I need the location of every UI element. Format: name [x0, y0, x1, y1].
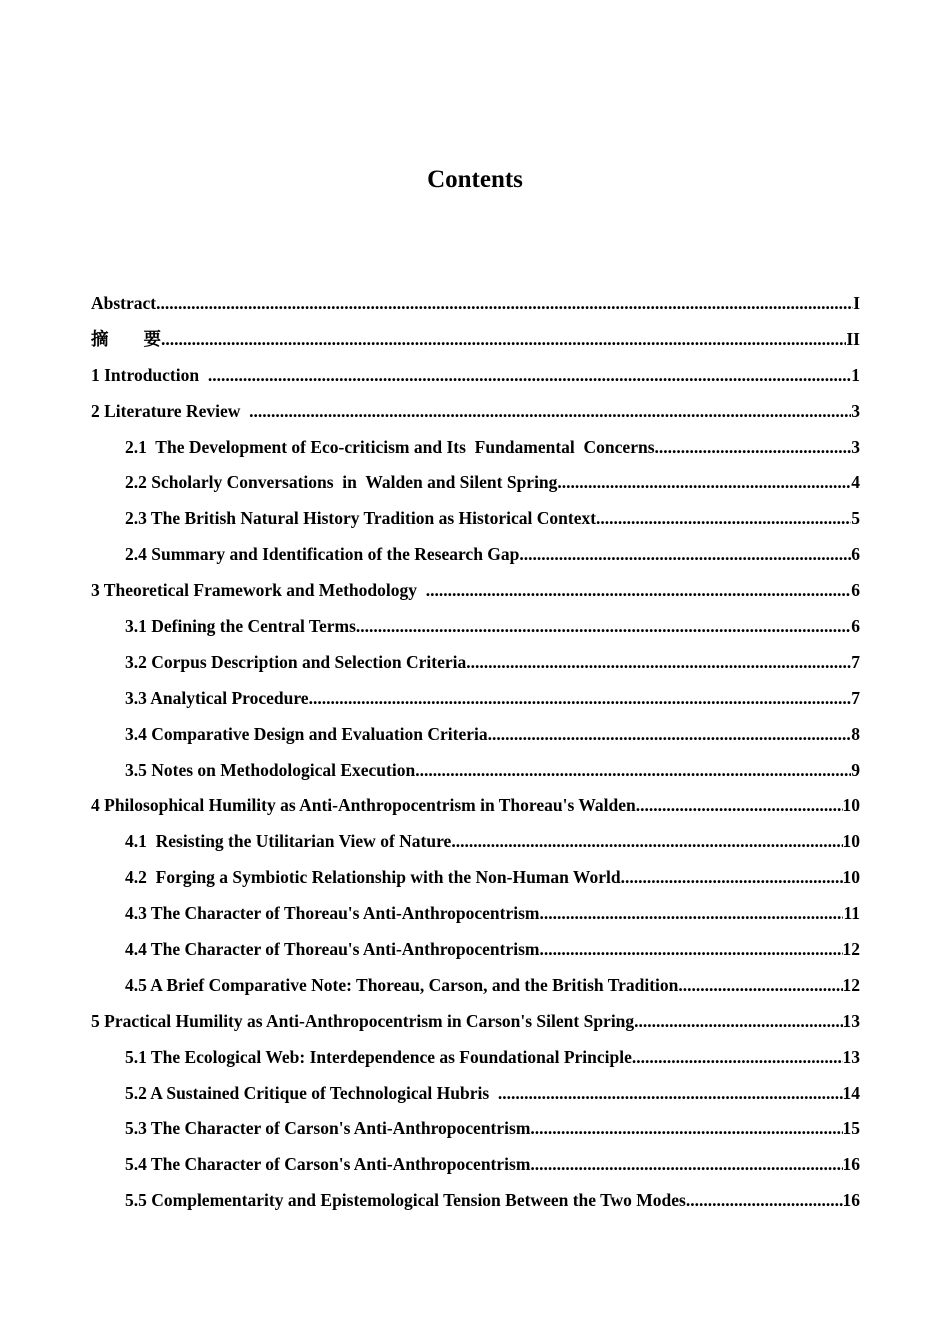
toc-entry-label: 4.1 Resisting the Utilitarian View of Nature — [125, 831, 452, 852]
toc-entry-label: 5.5 Complementarity and Epistemological Tension Between the Two Modes — [125, 1190, 686, 1211]
toc-entry-page-number: 10 — [842, 867, 860, 888]
toc-entry[interactable] — [91, 791, 860, 827]
toc-entry-label: 4.3 The Character of Thoreau's Anti-Anthropocentrism — [125, 903, 540, 924]
toc-entry-label: 2.2 Scholarly Conversations in Walden and Silent Spring — [125, 472, 558, 493]
toc-dot-leader — [530, 1150, 842, 1178]
toc-entry-page-number: 12 — [842, 939, 860, 960]
toc-dot-leader — [451, 827, 842, 855]
toc-entry-label: 3.2 Corpus Description and Selection Criteria — [125, 651, 467, 672]
toc-entry-label: 1 Introduction — [91, 364, 208, 385]
toc-entry[interactable] — [91, 935, 860, 971]
toc-dot-leader — [636, 791, 843, 819]
toc-dot-leader — [466, 648, 851, 676]
toc-entry[interactable] — [91, 468, 860, 504]
toc-entry-page-number: 10 — [842, 831, 860, 852]
toc-entry-page-number: 7 — [851, 651, 860, 672]
toc-entry-label: 4 Philosophical Humility as Anti-Anthropocentrism in Thoreau's Walden — [91, 795, 636, 816]
toc-entry[interactable] — [91, 1114, 860, 1150]
toc-entry-label: 3.5 Notes on Methodological Execution — [125, 759, 416, 780]
page-title: Contents — [427, 166, 523, 193]
toc-entry-page-number: 5 — [851, 508, 860, 529]
toc-dot-leader — [519, 540, 851, 568]
toc-entry-label: 3 Theoretical Framework and Methodology — [91, 580, 426, 601]
toc-entry[interactable] — [91, 289, 860, 325]
toc-entry[interactable] — [91, 1186, 860, 1222]
toc-dot-leader — [634, 1007, 842, 1035]
toc-entry-page-number: 16 — [842, 1154, 860, 1175]
toc-entry-label: 4.4 The Character of Thoreau's Anti-Anthropocentrism — [125, 939, 540, 960]
toc-entry-page-number: 13 — [842, 1010, 860, 1031]
toc-entry[interactable] — [91, 720, 860, 756]
toc-entry[interactable] — [91, 361, 860, 397]
toc-entry-label: 2.1 The Development of Eco-criticism and Its Fundamental Concerns — [125, 436, 655, 457]
toc-dot-leader — [540, 899, 844, 927]
toc-entry-label: 3.1 Defining the Central Terms — [125, 616, 356, 637]
toc-entry[interactable] — [91, 433, 860, 469]
toc-entry-page-number: 12 — [842, 974, 860, 995]
toc-entry-label: 5 Practical Humility as Anti-Anthropocentrism in Carson's Silent Spring — [91, 1010, 635, 1031]
toc-dot-leader — [686, 1186, 843, 1214]
toc-entry-page-number: 6 — [851, 580, 860, 601]
toc-dot-leader — [208, 361, 851, 389]
toc-entry-label: 3.3 Analytical Procedure — [125, 687, 309, 708]
toc-dot-leader — [156, 289, 853, 317]
toc-entry-label: 4.5 A Brief Comparative Note: Thoreau, Carson, and the British Tradition — [125, 974, 679, 995]
toc-dot-leader — [632, 1043, 843, 1071]
toc-entry[interactable] — [91, 576, 860, 612]
toc-entry[interactable] — [91, 827, 860, 863]
toc-entry[interactable] — [91, 863, 860, 899]
toc-dot-leader — [426, 576, 852, 604]
toc-entry[interactable] — [91, 1043, 860, 1079]
toc-entry-page-number: 15 — [842, 1118, 860, 1139]
toc-entry-label: 2 Literature Review — [91, 400, 250, 421]
toc-entry-page-number: 4 — [851, 472, 860, 493]
table-of-contents — [91, 289, 860, 1222]
toc-entry-page-number: 1 — [851, 364, 860, 385]
toc-entry[interactable] — [91, 971, 860, 1007]
toc-entry[interactable] — [91, 684, 860, 720]
toc-entry[interactable] — [91, 540, 860, 576]
toc-entry[interactable] — [91, 1150, 860, 1186]
toc-entry-label: 5.2 A Sustained Critique of Technological Hubris — [125, 1082, 498, 1103]
toc-dot-leader — [540, 935, 843, 963]
toc-entry-page-number: 3 — [851, 400, 860, 421]
toc-dot-leader — [356, 612, 851, 640]
toc-dot-leader — [498, 1079, 843, 1107]
toc-entry-page-number: 8 — [851, 723, 860, 744]
toc-dot-leader — [621, 863, 843, 891]
toc-entry-page-number: 10 — [842, 795, 860, 816]
toc-entry[interactable] — [91, 612, 860, 648]
toc-entry-label: 3.4 Comparative Design and Evaluation Criteria — [125, 723, 488, 744]
toc-dot-leader — [655, 433, 852, 461]
toc-dot-leader — [488, 720, 852, 748]
toc-dot-leader — [415, 756, 851, 784]
toc-entry[interactable] — [91, 899, 860, 935]
toc-entry-label: 2.3 The British Natural History Tradition as Historical Context — [125, 508, 597, 529]
toc-entry-label: 5.1 The Ecological Web: Interdependence as Foundational Principle — [125, 1046, 632, 1067]
toc-entry-page-number: 13 — [842, 1046, 860, 1067]
toc-entry[interactable] — [91, 397, 860, 433]
toc-entry-page-number: 6 — [851, 616, 860, 637]
toc-entry[interactable] — [91, 648, 860, 684]
toc-entry-label: 摘 要 — [91, 328, 161, 349]
toc-entry-label: 4.2 Forging a Symbiotic Relationship with the Non-Human World — [125, 867, 621, 888]
toc-entry[interactable] — [91, 504, 860, 540]
toc-entry-page-number: 9 — [851, 759, 860, 780]
toc-entry-label: 2.4 Summary and Identification of the Research Gap — [125, 544, 520, 565]
toc-entry-page-number: 7 — [851, 687, 860, 708]
toc-entry-page-number: 16 — [842, 1190, 860, 1211]
toc-dot-leader — [557, 468, 851, 496]
toc-entry[interactable] — [91, 325, 860, 361]
toc-dot-leader — [309, 684, 852, 712]
toc-dot-leader — [530, 1114, 842, 1142]
toc-entry[interactable] — [91, 1079, 860, 1115]
toc-entry[interactable] — [91, 1007, 860, 1043]
toc-entry-label: 5.4 The Character of Carson's Anti-Anthropocentrism — [125, 1154, 531, 1175]
toc-entry-page-number: 11 — [843, 903, 860, 924]
toc-entry-label: 5.3 The Character of Carson's Anti-Anthropocentrism — [125, 1118, 531, 1139]
toc-entry-label: Abstract — [91, 293, 157, 313]
toc-dot-leader — [596, 504, 851, 532]
toc-entry[interactable] — [91, 756, 860, 792]
toc-entry-page-number: 6 — [851, 544, 860, 565]
toc-entry-page-number: II — [846, 328, 860, 349]
toc-entry-page-number: 14 — [842, 1082, 860, 1103]
toc-dot-leader — [161, 325, 846, 353]
toc-dot-leader — [249, 397, 851, 425]
toc-entry-page-number: 3 — [851, 436, 860, 457]
toc-dot-leader — [678, 971, 842, 999]
toc-entry-page-number: I — [853, 293, 860, 313]
